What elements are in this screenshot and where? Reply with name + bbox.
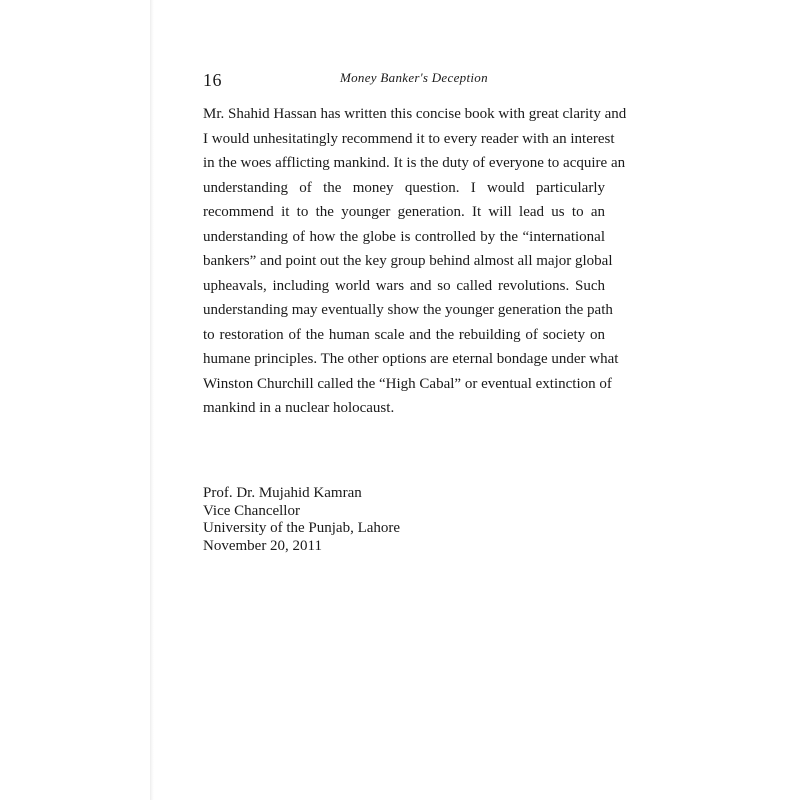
signatory-name: Prof. Dr. Mujahid Kamran (203, 485, 362, 501)
body-line: recommend it to the younger generation. It will lead us to an (203, 204, 605, 220)
body-line: bankers” and point out the key group behind almost all major global (203, 253, 613, 269)
signature-date: November 20, 2011 (203, 537, 323, 554)
body-paragraph (203, 102, 627, 421)
scan-edge-shadow (150, 0, 154, 800)
signatory-institution: University of the Punjab, Lahore (203, 520, 401, 537)
signature-block (203, 485, 400, 555)
body-line: Mr. Shahid Hassan has written this concise book with great clarity and (203, 106, 627, 122)
body-line: mankind in a nuclear holocaust. (203, 400, 395, 416)
body-line: humane principles. The other options are eternal bondage under what (203, 351, 619, 367)
page-number: 16 (203, 70, 222, 90)
body-line: understanding of how the globe is controlled by the “international (203, 228, 605, 245)
running-title: Money Banker's Deception (340, 70, 488, 85)
signatory-title: Vice Chancellor (203, 502, 300, 519)
body-line: Winston Churchill called the “High Cabal” or eventual extinction of (203, 375, 612, 392)
body-line: I would unhesitatingly recommend it to every reader with an interest (203, 130, 615, 147)
body-line: understanding of the money question. I would particularly (203, 179, 605, 196)
body-line: to restoration of the human scale and the rebuilding of society on (203, 326, 605, 343)
body-line: in the woes afflicting mankind. It is the duty of everyone to acquire an (203, 155, 626, 171)
body-line: understanding may eventually show the younger generation the path (203, 302, 613, 318)
body-line: upheavals, including world wars and so called revolutions. Such (203, 277, 605, 294)
